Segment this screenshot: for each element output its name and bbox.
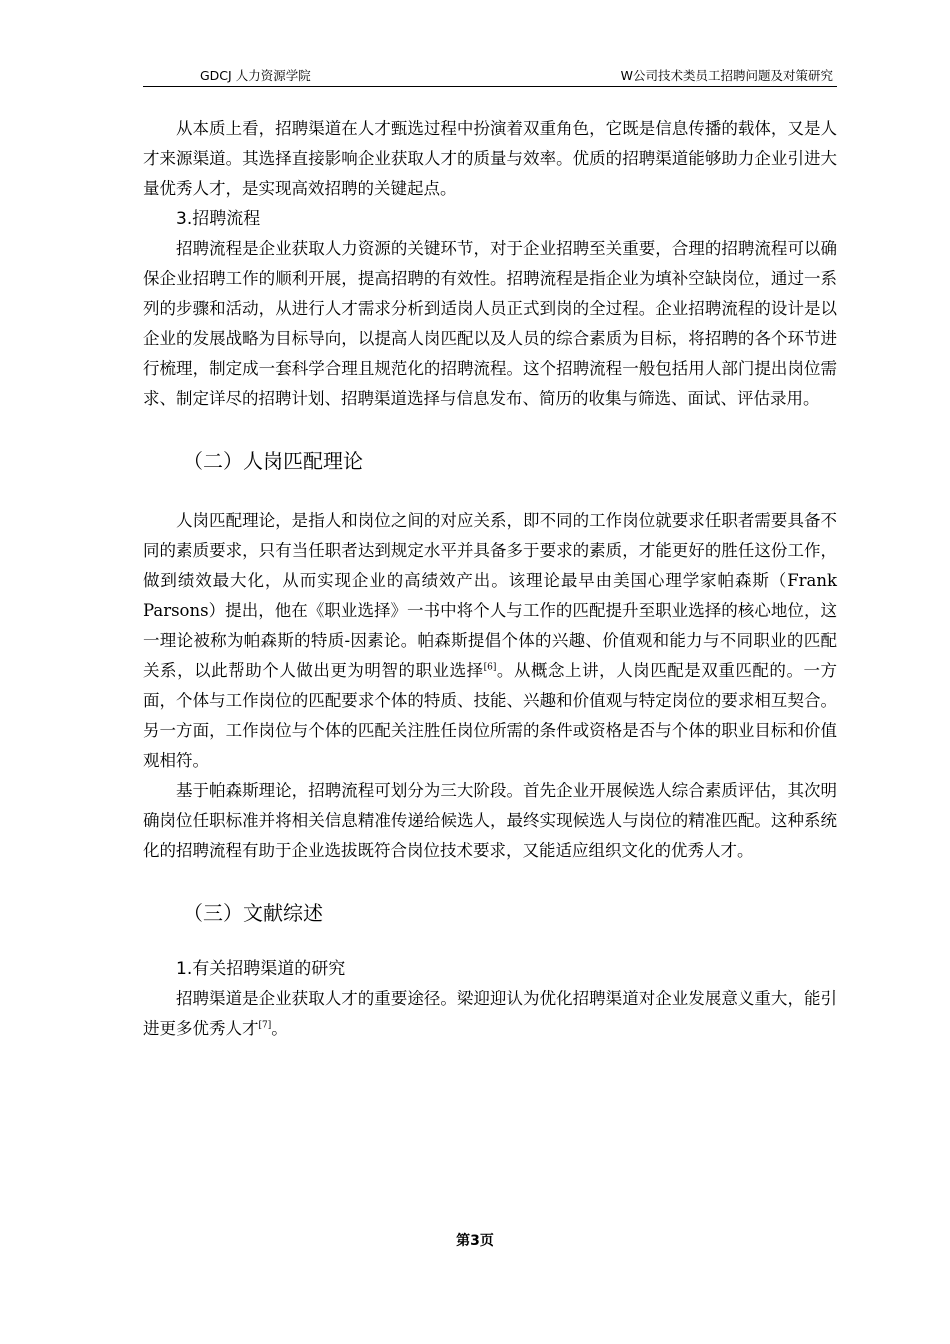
heading-person-job-fit: （二）人岗匹配理论 [183,449,363,473]
page-header [143,60,837,87]
paragraph-text: 招聘渠道是企业获取人才的重要途径。梁迎迎认为优化招聘渠道对企业发展意义重大，能引进更多优秀人才 [143,989,837,1038]
citation: [7] [258,1020,272,1031]
header-school: GDCJ 人力资源学院 [200,68,311,83]
heading-channel-research: 1.有关招聘渠道的研究 [176,959,346,979]
page-body [143,114,837,1044]
paragraph-text: 人岗匹配理论，是指人和岗位之间的对应关系，即不同的工作岗位就要求任职者需要具备不同的素质要求，只有当任职者达到规定水平并具备多于要求的素质，才能更好的胜任这份工作，做到绩效最大化，从而实现企业的高绩效产出。该理论最早由美国心理学家帕森斯（Frank Parsons）提出，他在《职业选择》一书中将个人与工作的匹配提升至职业选择的核心地位，这一理论被称为帕森斯的特质-因素论。帕森斯提倡个体的兴趣、价值观和能力与不同职业的匹配关系，以此帮助个人做出更为明智的职业选择 [143,511,837,680]
citation: [6] [483,662,497,673]
paragraph-parsons-stages: 基于帕森斯理论，招聘流程可划分为三大阶段。首先企业开展候选人综合素质评估，其次明确岗位任职标准并将相关信息精准传递给候选人，最终实现候选人与岗位的精准匹配。这种系统化的招聘流程有助于企业选拔既符合岗位技术要求，又能适应组织文化的优秀人才。 [143,781,837,860]
paragraph-person-job-fit [143,506,837,776]
heading-literature-review: （三）文献综述 [183,901,323,925]
page-number: 第3页 [456,1233,494,1249]
paragraph-channel-research [143,984,837,1044]
paragraph-channel-role: 从本质上看，招聘渠道在人才甄选过程中扮演着双重角色，它既是信息传播的载体，又是人才来源渠道。其选择直接影响企业获取人才的质量与效率。优质的招聘渠道能够助力企业引进大量优秀人才，是实现高效招聘的关键起点。 [143,119,837,198]
paragraph-recruitment-process: 招聘流程是企业获取人力资源的关键环节，对于企业招聘至关重要，合理的招聘流程可以确保企业招聘工作的顺利开展，提高招聘的有效性。招聘流程是指企业为填补空缺岗位，通过一系列的步骤和活动，从进行人才需求分析到适岗人员正式到岗的全过程。企业招聘流程的设计是以企业的发展战略为目标导向，以提高人岗匹配以及人员的综合素质为目标，将招聘的各个环节进行梳理，制定成一套科学合理且规范化的招聘流程。这个招聘流程一般包括用人部门提出岗位需求、制定详尽的招聘计划、招聘渠道选择与信息发布、简历的收集与筛选、面试、评估录用。 [143,239,837,408]
header-thesis-title: W公司技术类员工招聘问题及对策研究 [620,68,833,83]
paragraph-text: 。 [271,1019,288,1038]
heading-recruitment-process: 3.招聘流程 [176,209,261,229]
paragraph-text: 。从概念上讲，人岗匹配是双重匹配的。一方面，个体与工作岗位的匹配要求个体的特质、技能、兴趣和价值观与特定岗位的要求相互契合。另一方面，工作岗位与个体的匹配关注胜任岗位所需的条件或资格是否与个体的职业目标和价值观相符。 [143,661,837,770]
